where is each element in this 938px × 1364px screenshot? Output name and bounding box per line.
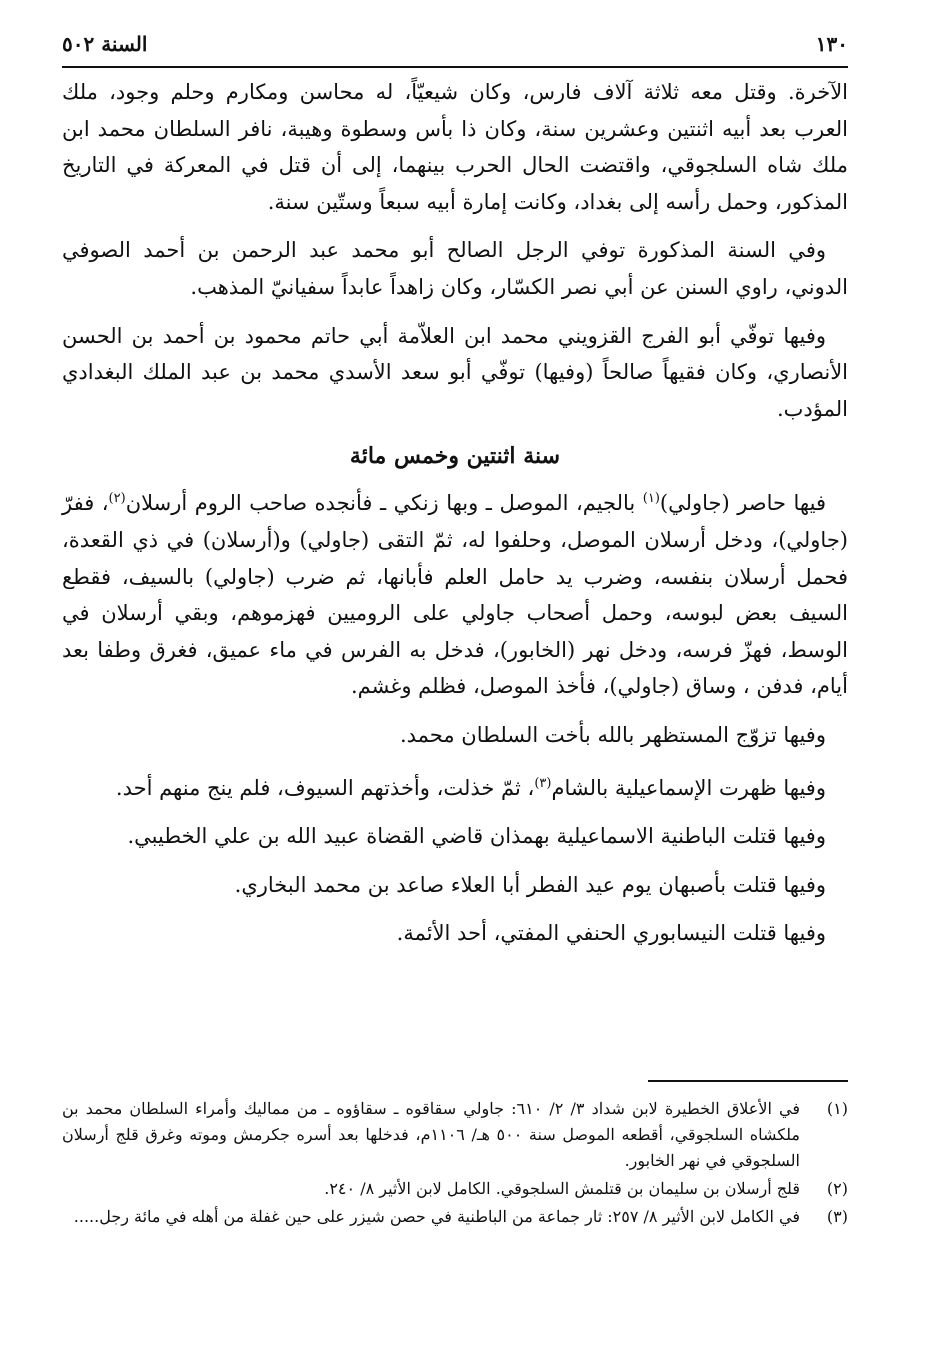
footnote-divider [648,1080,848,1082]
paragraph-2: وفي السنة المذكورة توفي الرجل الصالح أبو محمد عبد الرحمن بن أحمد الصوفي الدوني، راوي السنن عن أبي نصر الكسّار، وكان زاهداً عابداً سفيانيّ المذهب. [62,238,848,299]
footnote-1 [62,1096,848,1174]
footnote-ref-2[interactable]: (٢) [108,491,126,507]
footnote-3 [62,1204,848,1230]
paragraph-6-part-b: ، ثمّ خذلت، وأخذتهم السيوف، فلم ينج منهم أحد. [115,775,535,800]
section-heading: سنة اثنتين وخمس مائة [349,443,561,470]
paragraph-4-part-b: بالجيم، الموصل ـ وبها زنكي ـ فأنجده صاحب الروم أرسلان [125,491,643,516]
paragraph-6-part-a: وفيها ظهرت الإسماعيلية بالشام [551,775,826,800]
footnote-ref-1[interactable]: (١) [642,491,660,507]
paragraph-4-part-c: ، ففرّ (جاولي)، ودخل أرسلان الموصل، وحلفوا له، ثمّ التقى (جاولي) و(أرسلان) في ذي القعدة، فحمل أرسلان بنفسه، وضرب يد حامل العلم فأبانها، ثم ضرب (جاولي) بالسيف، فقطع السيف بعض لبوسه، وحمل أصحاب جاولي على الروميين فهزموهم، وبقي أرسلان في الوسط، فهزّ فرسه، ودخل نهر (الخابور)، فدخل به الفرس في ماء عميق، فغرق وطفا بعد أيام، فدفن ، وساق (جاولي)، فأخذ الموصل، فظلم وغشم. [62,491,848,699]
page-number: ١٣٠ [815,32,848,56]
main-text [62,74,848,964]
footnote-text: قلج أرسلان بن سليمان بن قتلمش السلجوقي. الكامل لابن الأثير ٨/ ٢٤٠. [324,1179,800,1198]
paragraph-4 [62,481,848,705]
footnote-marker: (٢) [826,1179,848,1198]
paragraph-4-part-a: فيها حاصر (جاولي) [659,491,826,516]
footnote-marker: (٣) [826,1207,848,1226]
running-title-year: السنة ٥٠٢ [62,32,148,56]
paragraph-5: وفيها تزوّج المستظهر بالله بأخت السلطان محمد. [399,722,826,747]
footnote-ref-3[interactable]: (٣) [534,775,552,791]
footnote-2 [62,1176,848,1202]
footnote-text: في الكامل لابن الأثير ٨/ ٢٥٧: ثار جماعة من الباطنية في حصن شيزر على حين غفلة من أهله في مائة رجل..... [73,1207,800,1226]
paragraph-7: وفيها قتلت الباطنية الاسماعيلية بهمذان قاضي القضاة عبيد الله بن علي الخطيبي. [127,824,826,849]
footnotes [62,1096,848,1232]
footnote-marker: (١) [826,1099,848,1118]
footnote-text: في الأعلاق الخطيرة لابن شداد ٣/ ٢/ ٦١٠: جاولي سقاقوه ـ سقاؤوه ـ من مماليك وأمراء السلطان محمد بن ملكشاه السلجوقي، أقطعه الموصل سنة ٥٠٠ هـ/ ١١٠٦م، فدخلها بعد أسره جكرمش وموته وغرق قلج أرسلان السلجوقي في نهر الخابور. [62,1099,800,1170]
paragraph-6 [62,766,848,807]
paragraph-9: وفيها قتلت النيسابوري الحنفي المفتي، أحد الأئمة. [396,921,826,946]
header-divider [62,66,848,68]
paragraph-8: وفيها قتلت بأصبهان يوم عيد الفطر أبا العلاء صاعد بن محمد البخاري. [234,872,826,897]
page-header [62,30,848,64]
paragraph-3: وفيها توفّي أبو الفرج القزويني محمد ابن العلاّمة أبي حاتم محمود بن أحمد بن الحسن الأنصاري، وكان فقيهاً صالحاً (وفيها) توفّي أبو سعد الأسدي محمد بن عبد الملك البغدادي المؤدب. [62,323,848,421]
paragraph-1: الآخرة. وقتل معه ثلاثة آلاف فارس، وكان شيعيّاً، له محاسن ومكارم وحلم وجود، ملك العرب بعد أبيه اثنتين وعشرين سنة، وكان ذا بأس وسطوة وهيبة، نافر السلطان محمد ابن ملك شاه السلجوقي، واقتضت الحال الحرب بينهما، إلى أن قتل في المعركة في التاريخ المذكور، وحمل رأسه إلى بغداد، وكانت إمارة أبيه سبعاً وستّين سنة. [62,80,848,214]
